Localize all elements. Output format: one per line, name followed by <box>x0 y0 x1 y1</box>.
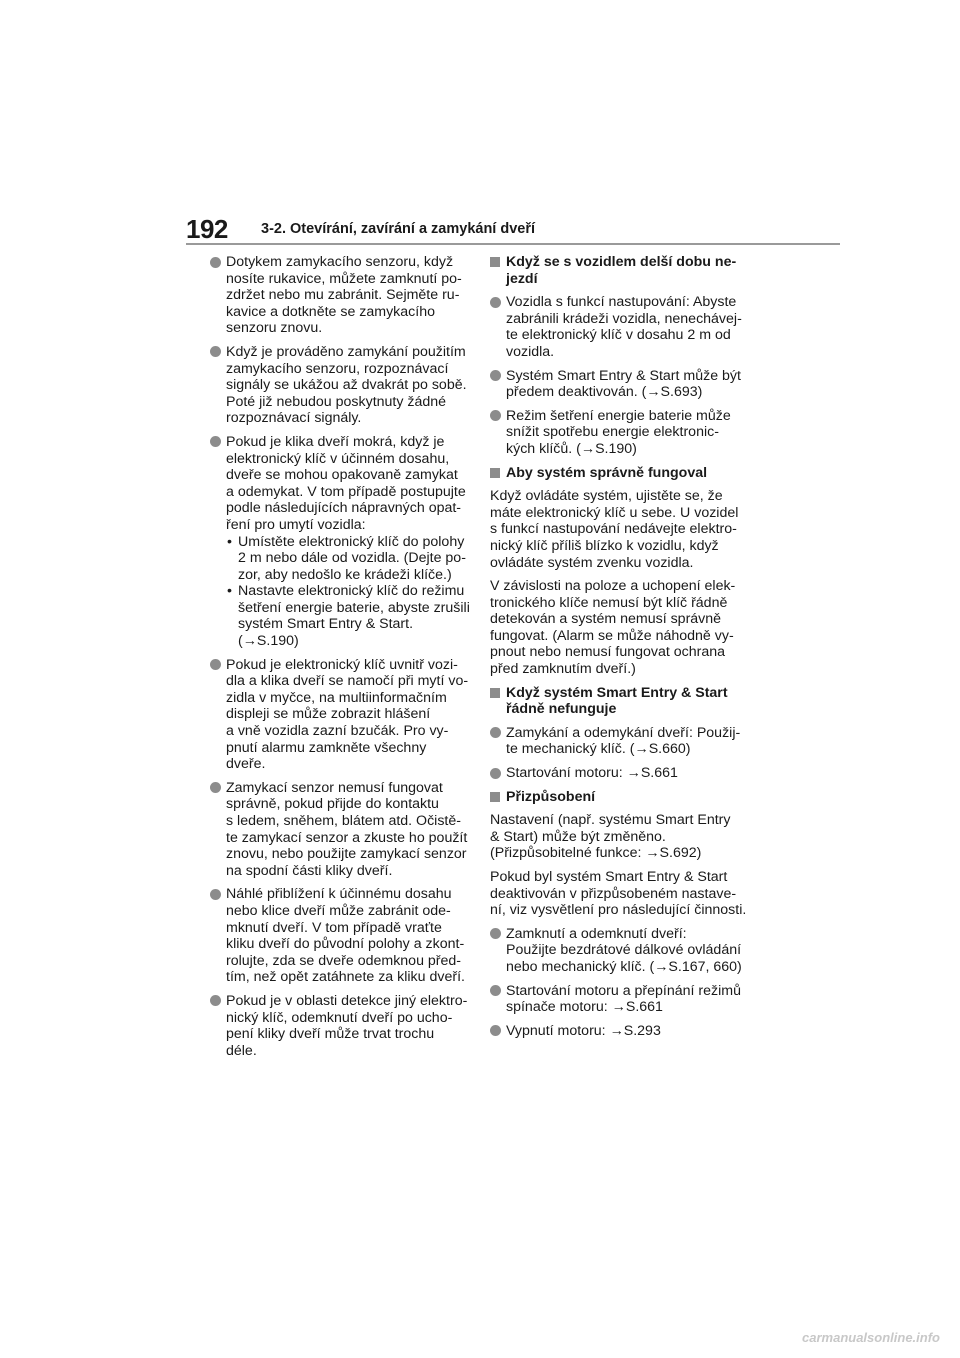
item-text: Systém Smart Entry & Start může být předem deaktivován. (→S.693) <box>506 367 741 401</box>
sub-list-item <box>226 583 472 649</box>
bullet-icon <box>210 659 221 670</box>
item-text: Dotykem zamykacího senzoru, když nosíte rukavice, můžete zamknutí po- zdržet nebo mu zabránit. Sejměte ru- kavice a dotkněte se zamykacího senzoru znovu. <box>226 254 462 337</box>
sub-item-text: • Nastavte elektronický klíč do režimu šetření energie baterie, abyste zrušili systém Smart Entry & Start. (→S.190) <box>238 583 470 650</box>
list-item <box>210 254 472 337</box>
right-column <box>490 254 754 1046</box>
section-title: 3-2. Otevírání, zavírání a zamykání dveří <box>261 221 536 237</box>
item-text: Startování motoru: →S.661 <box>506 765 678 782</box>
page-number: 192 <box>186 214 228 244</box>
bullet-icon <box>490 768 501 779</box>
bullet-icon <box>490 1025 501 1036</box>
bullet-icon <box>210 346 221 357</box>
item-text: Pokud je elektronický klíč uvnitř vozi- dla a klika dveří se namočí při mytí vo- zidla v myčce, na multiinformačním displeji se může zobrazit hlášení a vně vozidla zazní bzučák. Pro vy- pnutí alarmu zamkněte všechny dveře. <box>226 656 469 773</box>
paragraph: Nastavení (např. systému Smart Entry & Start) může být změněno. (Přizpůsobitelné funkce: →S.692) <box>490 812 731 862</box>
item-text: Zamykací senzor nemusí fungovat správně, pokud přijde do kontaktu s ledem, sněhem, blátem atd. Očistě- te zamykací senzor a zkuste ho použít znovu, nebo použijte zamykací senzor na spodní části kliky dveří. <box>226 779 468 879</box>
item-text: Pokud je klika dveří mokrá, když je elektronický klíč v účinném dosahu, dveře se mohou opakovaně zamykat a odemykat. V tom případě postupujte podle následujících nápravných opat- ření pro umytí vozidla: <box>226 433 466 533</box>
section-heading <box>490 254 754 287</box>
item-text: Náhlé přiblížení k účinnému dosahu nebo klice dveří může zabránit ode- mknutí dveří. V tom případě vraťte kliku dveří do původní polohy a zkont- rolujte, zda se dveře odemknou před- tím, než opět zatáhnete za kliku dveří. <box>226 886 465 986</box>
paragraph: V závislosti na poloze a uchopení elek- tronického klíče nemusí být klíč řádně detekován a systém nemusí správně fungovat. (Alarm se může náhodně vy- pnout nebo nemusí fungovat ochrana před zamknutím dveří.) <box>490 578 736 678</box>
bullet-icon <box>490 370 501 381</box>
item-text: Zamknutí a odemknutí dveří: Použijte bezdrátové dálkové ovládání nebo mechanický klíč. (→S.167, 660) <box>506 925 742 975</box>
bullet-icon <box>490 985 501 996</box>
bullet-icon <box>210 782 221 793</box>
heading-text: Přizpůsobení <box>506 788 596 805</box>
heading-text: Když se s vozidlem delší dobu ne- jezdí <box>506 254 737 287</box>
item-text: Režim šetření energie baterie může snížit spotřebu energie elektronic- kých klíčů. (→S.190) <box>506 407 731 457</box>
bullet-icon <box>490 297 501 308</box>
list-item <box>210 344 472 427</box>
list-item <box>490 765 754 782</box>
list-item <box>490 368 754 401</box>
paragraph: Když ovládáte systém, ujistěte se, že máte elektronický klíč u sebe. U vozidel s funkcí nastupování nedávejte elektro- nický klíč příliš blízko k vozidlu, když ovládáte systém zvenku vozidla. <box>490 488 739 571</box>
header-divider <box>186 243 840 245</box>
list-item <box>490 408 754 458</box>
watermark: carmanualsonline.info <box>802 1330 940 1345</box>
heading-text: Když systém Smart Entry & Start řádně nefunguje <box>506 684 728 718</box>
list-item <box>490 294 754 360</box>
list-item <box>490 725 754 758</box>
left-column <box>210 254 472 1066</box>
square-bullet-icon <box>490 468 500 478</box>
sub-list-item <box>226 534 472 584</box>
bullet-icon <box>210 889 221 900</box>
square-bullet-icon <box>490 257 500 267</box>
item-text: Vozidla s funkcí nastupování: Abyste zabránili krádeži vozidla, nenechávej- te elektronický klíč v dosahu 2 m od vozidla. <box>506 294 742 360</box>
item-text: Pokud je v oblasti detekce jiný elektro- nický klíč, odemknutí dveří po ucho- pení kliky dveří může trvat trochu déle. <box>226 992 468 1059</box>
heading-text: Aby systém správně fungoval <box>506 464 708 481</box>
item-text: Startování motoru a přepínání režimů spínače motoru: →S.661 <box>506 982 742 1016</box>
section-heading <box>490 789 754 806</box>
item-text: Když je prováděno zamykání použitím zamykacího senzoru, rozpoznávací signály se ukážou až dvakrát po sobě. Poté již nebudou poskytnuty žádné rozpoznávací signály. <box>226 343 467 427</box>
bullet-icon <box>210 257 221 268</box>
item-text: Vypnutí motoru: →S.293 <box>506 1022 661 1039</box>
list-item <box>490 1023 754 1040</box>
list-item <box>210 657 472 773</box>
list-item <box>490 983 754 1016</box>
square-bullet-icon <box>490 792 500 802</box>
sub-item-text: • Umístěte elektronický klíč do polohy 2 m nebo dále od vozidla. (Dejte po- zor, aby nedošlo ke krádeži klíče.) <box>238 533 466 583</box>
section-heading <box>490 685 754 718</box>
square-bullet-icon <box>490 688 500 698</box>
paragraph: Pokud byl systém Smart Entry & Start deaktivován v přizpůsobeném nastave- ní, viz vysvětlení pro následující činnosti. <box>490 869 747 919</box>
bullet-icon <box>490 727 501 738</box>
list-item <box>210 780 472 880</box>
list-item <box>490 926 754 976</box>
bullet-icon <box>490 928 501 939</box>
list-item <box>210 993 472 1059</box>
bullet-icon <box>210 995 221 1006</box>
bullet-icon <box>490 410 501 421</box>
list-item <box>210 886 472 986</box>
list-item <box>210 434 472 650</box>
bullet-icon <box>210 436 221 447</box>
section-heading <box>490 465 754 482</box>
item-text: Zamykání a odemykání dveří: Použij- te mechanický klíč. (→S.660) <box>506 724 741 758</box>
